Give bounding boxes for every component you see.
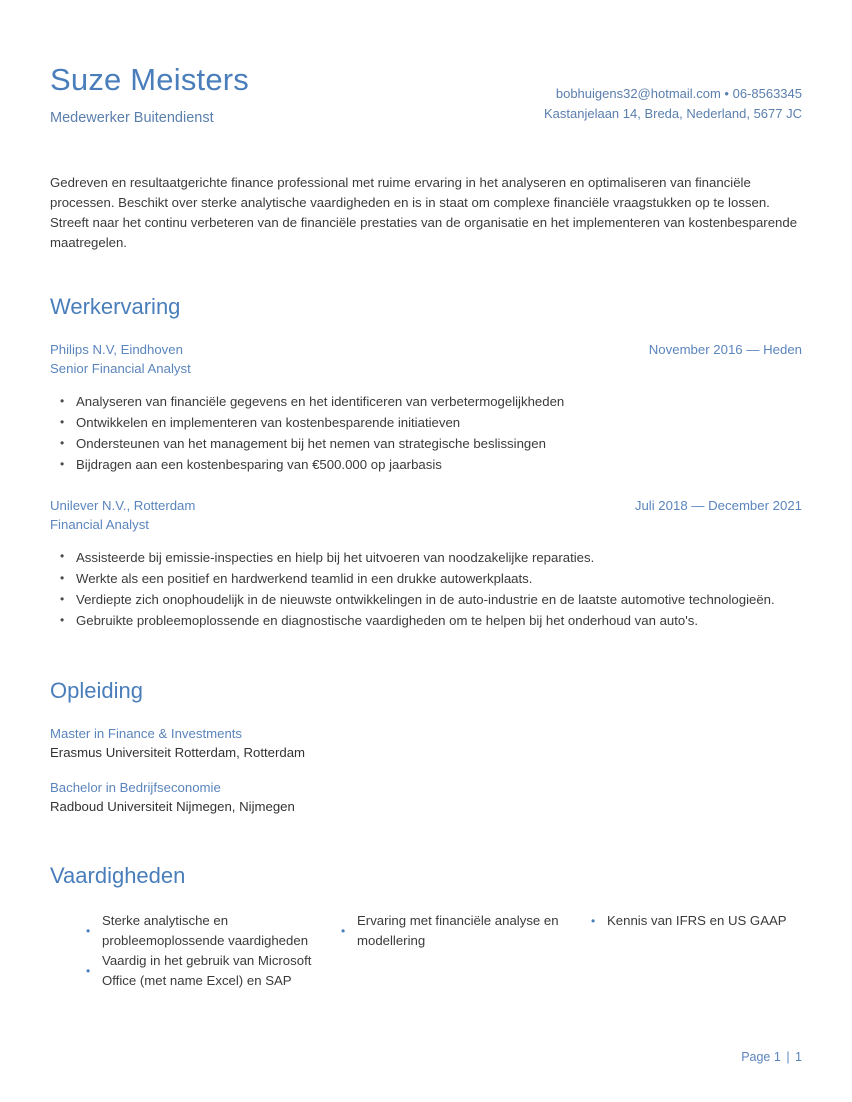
skills-list bbox=[80, 911, 315, 991]
skills-column bbox=[50, 911, 315, 991]
skill-label: • Vaardig in het gebruik van Microsoft Office (met name Excel) en SAP bbox=[102, 952, 312, 988]
footer-current-page: 1 bbox=[773, 1050, 781, 1064]
skills-column bbox=[570, 911, 820, 931]
footer-page-label: Page bbox=[741, 1050, 771, 1064]
skills-list bbox=[335, 911, 570, 951]
education-degree: Master in Finance & Investments bbox=[50, 726, 243, 742]
experience-entry-header bbox=[50, 497, 802, 515]
section-title-experience: Werkervaring bbox=[50, 294, 181, 320]
list-item bbox=[80, 951, 315, 991]
section-title-skills: Vaardigheden bbox=[50, 863, 186, 889]
experience-entry bbox=[50, 497, 802, 631]
experience-role: Senior Financial Analyst bbox=[50, 361, 191, 377]
resume-header bbox=[50, 0, 802, 127]
education-entry bbox=[50, 779, 802, 816]
experience-role: Financial Analyst bbox=[50, 517, 149, 533]
list-item bbox=[585, 911, 787, 931]
experience-date-range: November 2016 — Heden bbox=[648, 342, 802, 358]
list-item: • Assisteerde bij emissie-inspecties en hielp bij het uitvoeren van noodzakelijke reparaties. bbox=[50, 548, 802, 568]
contact-address: Kastanjelaan 14, Breda, Nederland, 5677 JC bbox=[543, 105, 802, 121]
skill-label: • Ervaring met financiële analyse en modellering bbox=[357, 912, 559, 948]
section-education bbox=[50, 679, 802, 816]
list-item bbox=[80, 911, 315, 951]
footer-total-pages: 1 bbox=[795, 1050, 802, 1064]
list-item: • Verdiepte zich onophoudelijk in de nieuwste ontwikkelingen in de auto-industrie en de laatste automotive technologieën. bbox=[50, 590, 802, 610]
education-entry bbox=[50, 725, 802, 762]
list-item: • Ondersteunen van het management bij het nemen van strategische beslissingen bbox=[50, 434, 802, 454]
experience-date-range: Juli 2018 — December 2021 bbox=[634, 498, 802, 514]
list-item: • Bijdragen aan een kostenbesparing van €500.000 op jaarbasis bbox=[50, 455, 802, 475]
contact-block bbox=[544, 84, 802, 127]
footer-separator: | bbox=[786, 1050, 790, 1064]
skills-column bbox=[315, 911, 570, 951]
experience-organization: Unilever N.V., Rotterdam bbox=[50, 498, 196, 514]
experience-organization: Philips N.V, Eindhoven bbox=[50, 342, 183, 358]
candidate-job-title: Medewerker Buitendienst bbox=[50, 109, 214, 126]
list-item: • Werkte als een positief en hardwerkend teamlid in een drukke autowerkplaats. bbox=[50, 569, 802, 589]
contact-email-phone: bobhuigens32@hotmail.com • 06-8563345 bbox=[555, 85, 802, 101]
list-item: • Ontwikkelen en implementeren van kostenbesparende initiatieven bbox=[50, 413, 802, 433]
section-title-education: Opleiding bbox=[50, 678, 143, 704]
section-experience bbox=[50, 295, 802, 631]
section-skills bbox=[50, 864, 802, 990]
profile-summary: Gedreven en resultaatgerichte finance professional met ruime ervaring in het analyseren en optimaliseren van financiële processen. Beschikt over sterke analytische vaardigheden en is in staat om complexe financiële vraagstukken op te lossen. Streeft naar het continu verbeteren van de financiële prestaties van de organisatie en het implementeren van kostenbesparende maatregelen. bbox=[50, 175, 798, 251]
experience-bullet-list bbox=[50, 392, 802, 475]
skill-label: • Kennis van IFRS en US GAAP bbox=[607, 912, 787, 928]
skill-label: • Sterke analytische en probleemoplossende vaardigheden bbox=[102, 912, 309, 948]
page-footer bbox=[741, 1050, 802, 1064]
header-identity bbox=[50, 62, 249, 127]
list-item: • Analyseren van financiële gegevens en het identificeren van verbetermogelijkheden bbox=[50, 392, 802, 412]
education-degree: Bachelor in Bedrijfseconomie bbox=[50, 780, 221, 796]
list-item: • Gebruikte probleemoplossende en diagnostische vaardigheden om te helpen bij het onderhoud van auto's. bbox=[50, 611, 802, 631]
experience-entry-header bbox=[50, 341, 802, 359]
education-school: Radboud Universiteit Nijmegen, Nijmegen bbox=[50, 798, 295, 814]
education-school: Erasmus Universiteit Rotterdam, Rotterdam bbox=[50, 744, 306, 760]
experience-bullet-list bbox=[50, 548, 802, 631]
candidate-name: Suze Meisters bbox=[50, 62, 249, 97]
list-item bbox=[335, 911, 570, 951]
skills-grid bbox=[50, 911, 802, 991]
skills-list bbox=[585, 911, 787, 931]
experience-entry bbox=[50, 341, 802, 475]
